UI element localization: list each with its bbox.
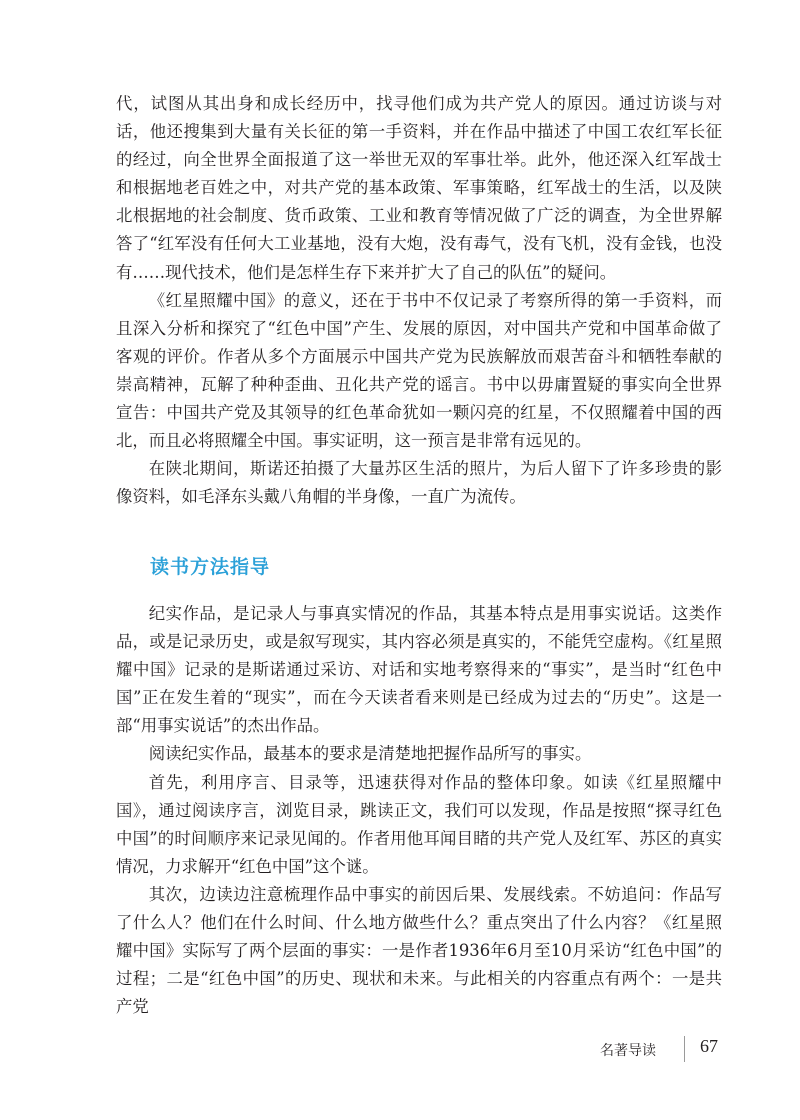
guide-paragraph-4: 其次，边读边注意梳理作品中事实的前因后果、发展线索。不妨追问：作品写了什么人？他们在什么时间、什么地方做些什么？重点突出了什么内容？《红星照耀中国》实际写了两个层面的事实：一是作者1936年6月至10月采访“红色中国”的过程；二是“红色中国”的历史、现状和未来。与此相关的内容重点有两个：一是共产党: [116, 884, 722, 1017]
paragraph-1: 代，试图从其出身和成长经历中，找寻他们成为共产党人的原因。通过访谈与对话，他还搜集到大量有关长征的第一手资料，并在作品中描述了中国工农红军长征的经过，向全世界全面报道了这一举世无双的军事壮举。此外，他还深入红军战士和根据地老百姓之中，对共产党的基本政策、军事策略，红军战士的生活，以及陕北根据地的社会制度、货币政策、工业和教育等情况做了广泛的调查，为全世界解答了“红军没有任何大工业基地，没有大炮，没有毒气，没有飞机，没有金钱，也没有……现代技术，他们是怎样生存下来并扩大了自己的队伍”的疑问。: [116, 94, 722, 282]
guide-paragraph-2: 阅读纪实作品，最基本的要求是清楚地把握作品所写的事实。: [148, 744, 592, 764]
section-title: 读书方法指导: [150, 556, 271, 578]
guide-paragraph-3: 首先，利用序言、目录等，迅速获得对作品的整体印象。如读《红星照耀中国》，通过阅读序言，浏览目录，跳读正文，我们可以发现，作品是按照“探寻红色中国”的时间顺序来记录见闻的。作者用他耳闻目睹的共产党人及红军、苏区的真实情况，力求解开“红色中国”这个谜。: [116, 772, 722, 876]
paragraph-2: 《红星照耀中国》的意义，还在于书中不仅记录了考察所得的第一手资料，而且深入分析和探究了“红色中国”产生、发展的原因，对中国共产党和中国革命做了客观的评价。作者从多个方面展示中国共产党为民族解放而艰苦奋斗和牺牲奉献的崇高精神，瓦解了种种歪曲、丑化共产党的谣言。书中以毋庸置疑的事实向全世界宣告：中国共产党及其领导的红色革命犹如一颗闪亮的红星，不仅照耀着中国的西北，而且必将照耀全中国。事实证明，这一预言是非常有远见的。: [116, 290, 722, 451]
guide-text-block: [116, 600, 722, 1021]
footer-book-label: 名著导读: [600, 1043, 656, 1059]
paragraph-3: 在陕北期间，斯诺还拍摄了大量苏区生活的照片，为后人留下了许多珍贵的影像资料，如毛泽东头戴八角帽的半身像，一直广为流传。: [116, 459, 722, 507]
guide-paragraph-1: 纪实作品，是记录人与事真实情况的作品，其基本特点是用事实说话。这类作品，或是记录历史，或是叙写现实，其内容必须是真实的，不能凭空虚构。《红星照耀中国》记录的是斯诺通过采访、对话和实地考察得来的“事实”，是当时“红色中国”正在发生着的“现实”，而在今天读者看来则是已经成为过去的“历史”。这是一部“用事实说话”的杰出作品。: [116, 604, 722, 736]
intro-text-block: [116, 90, 722, 511]
footer-divider: [684, 1036, 685, 1062]
page-number: 67: [700, 1036, 718, 1056]
